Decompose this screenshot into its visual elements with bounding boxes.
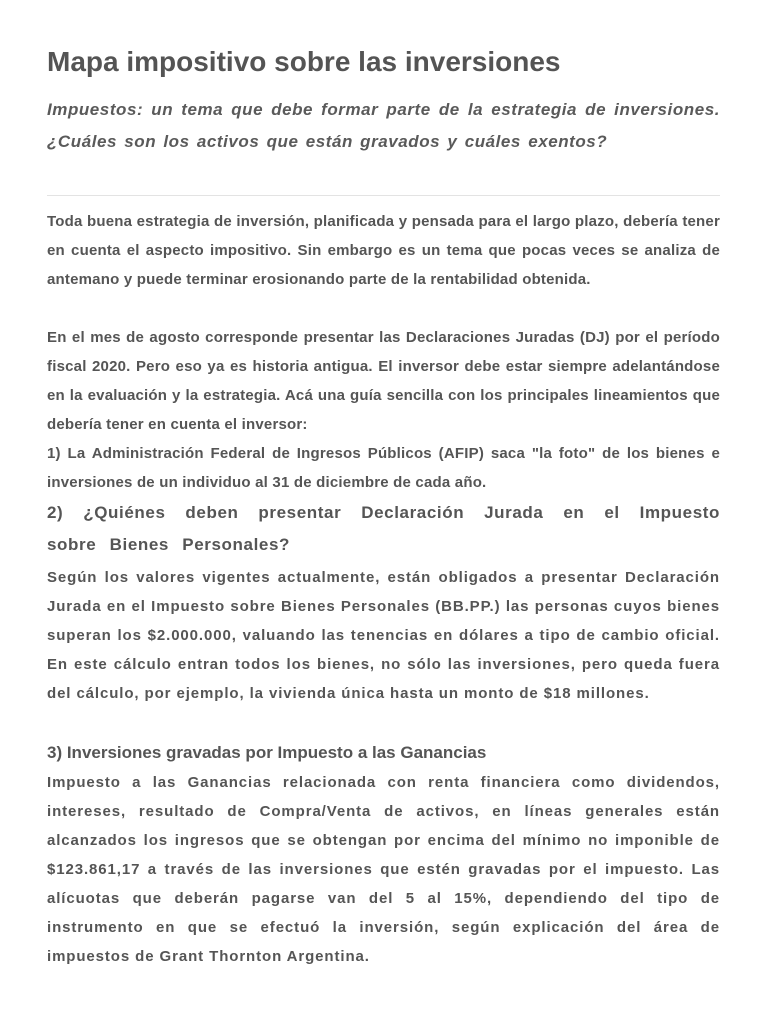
- article-title: Mapa impositivo sobre las inversiones: [47, 46, 561, 77]
- paragraph-afip-photo: 1) La Administración Federal de Ingresos Públicos (AFIP) saca "la foto" de los bienes e inversiones de un individuo al 31 de diciembre de cada año.: [47, 445, 720, 491]
- subtitle-divider: [47, 195, 720, 196]
- paragraph-intro: Toda buena estrategia de inversión, planificada y pensada para el largo plazo, debería tener en cuenta el aspecto impositivo. Sin embargo es un tema que pocas veces se analiza de antemano y puede terminar erosionando parte de la rentabilidad obtenida.: [47, 213, 720, 288]
- heading-who-must-file: 2) ¿Quiénes deben presentar Declaración Jurada en el Impuesto sobre Bienes Personales?: [47, 503, 720, 554]
- paragraph-august-dj: En el mes de agosto corresponde presentar las Declaraciones Juradas (DJ) por el período fiscal 2020. Pero eso ya es historia antigua. El inversor debe estar siempre adelantándose en la evaluación y la estrategia. Acá una guía sencilla con los principales lineamientos que debería tener en cuenta el inversor:: [47, 329, 720, 433]
- paragraph-ganancias: Impuesto a las Ganancias relacionada con renta financiera como dividendos, intereses, resultado de Compra/Venta de activos, en líneas generales están alcanzados los ingresos que se obtengan por encima del mínimo no imponible de $123.861,17 a través de las inversiones que estén gravadas por el impuesto. Las alícuotas que deberán pagarse van del 5 al 15%, dependiendo del tipo de instrumento en que se efectuó la inversión, según explicación del área de impuestos de Grant Thornton Argentina.: [47, 774, 720, 965]
- heading-ganancias: 3) Inversiones gravadas por Impuesto a las Ganancias: [47, 743, 487, 762]
- paragraph-bienes-personales: Según los valores vigentes actualmente, están obligados a presentar Declaración Jurada en el Impuesto sobre Bienes Personales (BB.PP.) las personas cuyos bienes superan los $2.000.000, valuando las tenencias en dólares a tipo de cambio oficial. En este cálculo entran todos los bienes, no sólo las inversiones, pero queda fuera del cálculo, por ejemplo, la vivienda única hasta un monto de $18 millones.: [47, 569, 720, 702]
- article-subtitle: Impuestos: un tema que debe formar parte de la estrategia de inversiones. ¿Cuáles son los activos que están gravados y cuáles exentos?: [47, 100, 720, 151]
